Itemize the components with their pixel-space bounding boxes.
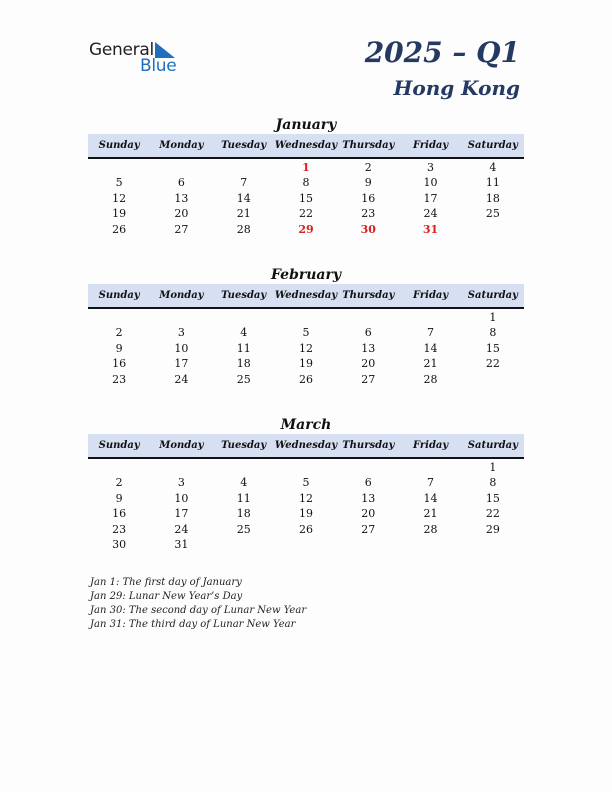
day-cell: 18	[236, 357, 251, 371]
day-cell: 13	[361, 341, 376, 355]
empty-cell	[150, 310, 212, 325]
day-cell: 27	[174, 222, 189, 236]
day-cell: 16	[112, 357, 127, 371]
empty-cell	[150, 460, 212, 475]
weekday-label: Saturday	[467, 440, 518, 451]
empty-cell	[337, 460, 399, 475]
day-cell: 14	[236, 191, 251, 205]
weekday-label: Sunday	[98, 440, 140, 451]
empty-cell	[275, 310, 337, 325]
region-title: Hong Kong	[393, 76, 520, 100]
day-cell: 17	[423, 191, 438, 205]
weekday-label: Thursday	[342, 140, 395, 151]
day-cell: 11	[485, 176, 500, 190]
day-cell: 6	[364, 326, 372, 340]
day-cell: 3	[177, 326, 185, 340]
logo-blue-text: Blue	[140, 56, 177, 76]
month-january	[88, 116, 524, 237]
day-cell: 28	[236, 222, 251, 236]
weekday-label: Saturday	[467, 290, 518, 301]
month-february	[88, 266, 524, 387]
empty-cell	[462, 372, 524, 387]
day-cell: 19	[298, 357, 313, 371]
day-cell: 20	[174, 207, 189, 221]
month-name: March	[280, 417, 332, 433]
week-row	[88, 325, 524, 340]
day-cell: 22	[298, 207, 313, 221]
day-cell: 17	[174, 357, 189, 371]
empty-cell	[399, 537, 461, 552]
empty-cell	[150, 160, 212, 175]
weekday-label: Thursday	[342, 440, 395, 451]
empty-cell	[88, 460, 150, 475]
day-cell: 29	[485, 522, 500, 536]
weekday-label: Wednesday	[274, 290, 338, 301]
day-cell: 16	[112, 507, 127, 521]
weekday-header	[88, 284, 524, 309]
day-cell: 4	[240, 476, 248, 490]
week-row	[88, 522, 524, 537]
day-cell: 1	[489, 461, 497, 474]
empty-cell	[462, 537, 524, 552]
weekday-label: Friday	[412, 440, 449, 451]
page-title: 2025 – Q1	[364, 36, 520, 69]
week-row	[88, 191, 524, 206]
weekday-label: Thursday	[342, 290, 395, 301]
day-cell: 25	[236, 372, 251, 386]
day-cell: 3	[177, 476, 185, 490]
weekday-label: Monday	[159, 140, 204, 151]
day-cell: 8	[302, 176, 310, 190]
day-cell: 27	[361, 522, 376, 536]
empty-cell	[213, 460, 275, 475]
week-row	[88, 356, 524, 371]
holiday-date: 31	[422, 222, 439, 236]
empty-cell	[275, 460, 337, 475]
empty-cell	[399, 310, 461, 325]
month-name: January	[275, 117, 337, 133]
day-cell: 22	[485, 507, 500, 521]
day-cell: 1	[489, 311, 497, 324]
weekday-label: Tuesday	[221, 290, 267, 301]
day-cell: 27	[361, 372, 376, 386]
empty-cell	[213, 537, 275, 552]
empty-cell	[337, 310, 399, 325]
weekday-label: Monday	[159, 440, 204, 451]
empty-cell	[88, 310, 150, 325]
week-row	[88, 460, 524, 475]
day-cell: 4	[489, 161, 497, 174]
day-cell: 20	[361, 507, 376, 521]
day-cell: 13	[361, 491, 376, 505]
weekday-label: Sunday	[98, 290, 140, 301]
empty-cell	[213, 160, 275, 175]
weeks	[88, 309, 524, 387]
day-cell: 26	[298, 372, 313, 386]
day-cell: 2	[364, 161, 372, 174]
day-cell: 21	[423, 507, 438, 521]
weekday-header	[88, 134, 524, 159]
day-cell: 5	[302, 326, 310, 340]
day-cell: 7	[427, 476, 435, 490]
empty-cell	[337, 537, 399, 552]
week-row	[88, 475, 524, 490]
weekday-label: Sunday	[98, 140, 140, 151]
day-cell: 8	[489, 476, 497, 490]
week-row	[88, 310, 524, 325]
day-cell: 12	[298, 341, 313, 355]
day-cell: 8	[489, 326, 497, 340]
day-cell: 20	[361, 357, 376, 371]
day-cell: 28	[423, 522, 438, 536]
holiday-note: Jan 29: Lunar New Year’s Day	[90, 591, 243, 602]
day-cell: 10	[174, 341, 189, 355]
weekday-header	[88, 434, 524, 459]
weekday-label: Tuesday	[221, 440, 267, 451]
day-cell: 26	[298, 522, 313, 536]
day-cell: 10	[174, 491, 189, 505]
day-cell: 18	[485, 191, 500, 205]
day-cell: 24	[423, 207, 438, 221]
day-cell: 10	[423, 176, 438, 190]
day-cell: 15	[485, 341, 500, 355]
week-row	[88, 160, 524, 175]
day-cell: 2	[115, 476, 123, 490]
day-cell: 22	[485, 357, 500, 371]
weekday-label: Friday	[412, 290, 449, 301]
empty-cell	[213, 310, 275, 325]
day-cell: 4	[240, 326, 248, 340]
day-cell: 16	[361, 191, 376, 205]
week-row	[88, 341, 524, 356]
day-cell: 9	[115, 491, 123, 505]
day-cell: 5	[302, 476, 310, 490]
month-march	[88, 416, 524, 552]
day-cell: 31	[174, 537, 189, 551]
empty-cell	[88, 160, 150, 175]
day-cell: 14	[423, 341, 438, 355]
day-cell: 9	[364, 176, 372, 190]
day-cell: 7	[240, 176, 248, 190]
day-cell: 6	[177, 176, 185, 190]
day-cell: 28	[423, 372, 438, 386]
day-cell: 18	[236, 507, 251, 521]
day-cell: 19	[298, 507, 313, 521]
logo	[89, 40, 189, 76]
day-cell: 21	[423, 357, 438, 371]
day-cell: 15	[485, 491, 500, 505]
day-cell: 6	[364, 476, 372, 490]
holiday-date: 30	[360, 222, 376, 236]
holiday-note: Jan 1: The first day of January	[90, 577, 242, 588]
day-cell: 15	[298, 191, 313, 205]
weekday-label: Tuesday	[221, 140, 267, 151]
day-cell: 25	[485, 207, 500, 221]
weekday-label: Monday	[159, 290, 204, 301]
day-cell: 11	[236, 491, 251, 505]
holiday-notes	[90, 576, 306, 632]
week-row	[88, 537, 524, 552]
holiday-date: 29	[298, 222, 314, 236]
holiday-note: Jan 30: The second day of Lunar New Year	[90, 605, 307, 616]
holiday-note: Jan 31: The third day of Lunar New Year	[90, 619, 296, 630]
day-cell: 13	[174, 191, 189, 205]
week-row	[88, 372, 524, 387]
day-cell: 26	[112, 222, 127, 236]
day-cell: 30	[112, 537, 127, 551]
day-cell: 3	[427, 161, 435, 174]
week-row	[88, 491, 524, 506]
weeks	[88, 159, 524, 237]
day-cell: 24	[174, 372, 189, 386]
day-cell: 24	[174, 522, 189, 536]
day-cell: 12	[298, 491, 313, 505]
day-cell: 9	[115, 341, 123, 355]
empty-cell	[462, 222, 524, 237]
weekday-label: Friday	[412, 140, 449, 151]
day-cell: 23	[361, 207, 376, 221]
day-cell: 23	[112, 522, 127, 536]
day-cell: 23	[112, 372, 127, 386]
day-cell: 17	[174, 507, 189, 521]
weekday-label: Wednesday	[274, 140, 338, 151]
day-cell: 2	[115, 326, 123, 340]
weekday-label: Saturday	[467, 140, 518, 151]
month-name: February	[270, 267, 341, 283]
logo-general-text: General	[89, 40, 154, 60]
day-cell: 12	[112, 191, 127, 205]
weeks	[88, 459, 524, 552]
week-row	[88, 506, 524, 521]
day-cell: 19	[112, 207, 127, 221]
holiday-date: 1	[302, 161, 310, 174]
day-cell: 5	[115, 176, 123, 190]
day-cell: 11	[236, 341, 251, 355]
day-cell: 7	[427, 326, 435, 340]
week-row	[88, 206, 524, 221]
week-row	[88, 222, 524, 237]
empty-cell	[399, 460, 461, 475]
weekday-label: Wednesday	[274, 440, 338, 451]
day-cell: 21	[236, 207, 251, 221]
day-cell: 25	[236, 522, 251, 536]
day-cell: 14	[423, 491, 438, 505]
empty-cell	[275, 537, 337, 552]
week-row	[88, 175, 524, 190]
